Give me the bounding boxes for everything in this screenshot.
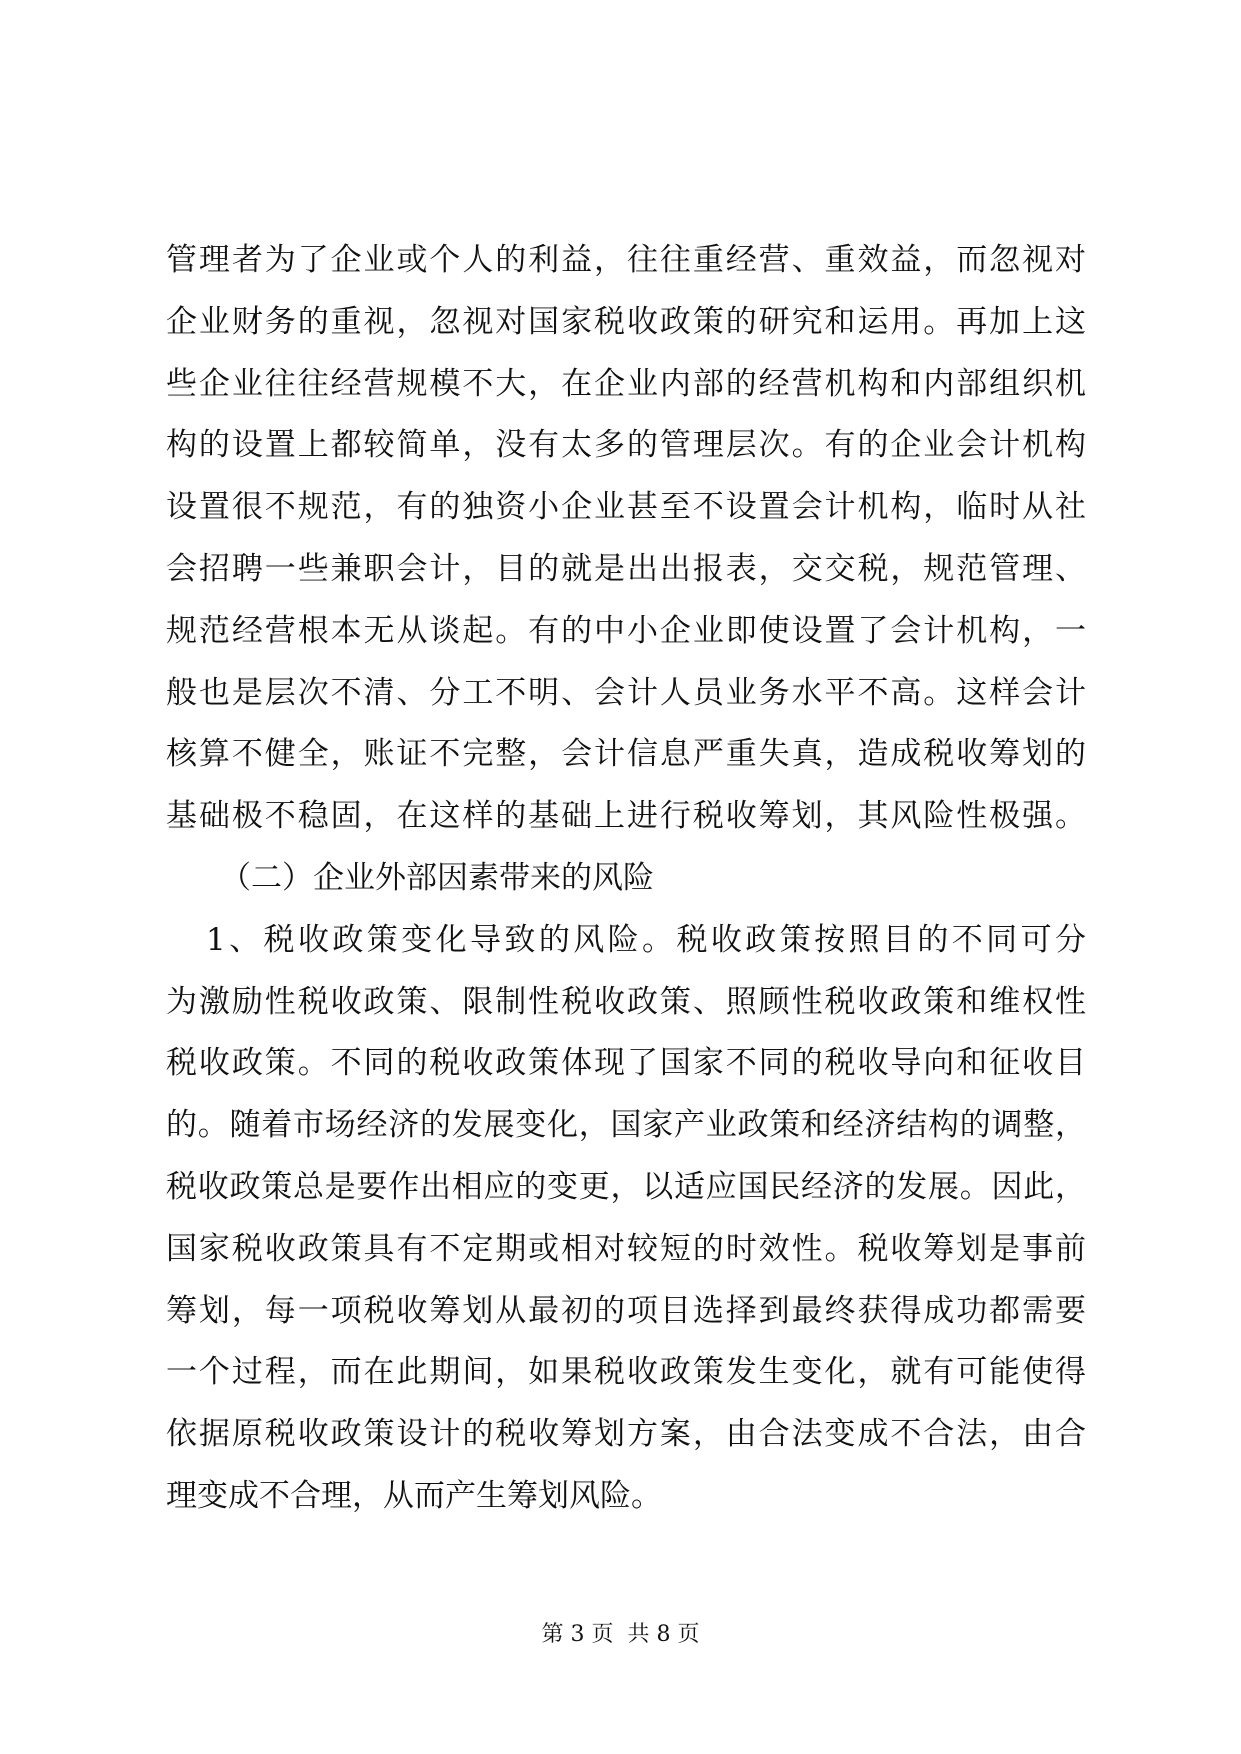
text-line: 依据原税收政策设计的税收筹划方案，由合法变成不合法，由合 [166, 1416, 1086, 1453]
text-line: 一个过程，而在此期间，如果税收政策发生变化，就有可能使得 [166, 1354, 1086, 1391]
text-line: 税收政策总是要作出相应的变更，以适应国民经济的发展。因此， [166, 1168, 1086, 1205]
text-line: 企业财务的重视，忽视对国家税收政策的研究和运用。再加上这 [166, 303, 1086, 340]
text-line: 管理者为了企业或个人的利益，往往重经营、重效益，而忽视对 [166, 242, 1086, 278]
page-body [166, 230, 1086, 1528]
page-footer: 第 3 页 共 8 页 [541, 1622, 700, 1647]
text-line: 基础极不稳固，在这样的基础上进行税收筹划，其风险性极强。 [166, 798, 1086, 835]
text-line: 1、税收政策变化导致的风险。税收政策按照目的不同可分 [206, 921, 1086, 958]
text-line: 筹划，每一项税收筹划从最初的项目选择到最终获得成功都需要 [166, 1292, 1086, 1329]
text-line: 规范经营根本无从谈起。有的中小企业即使设置了会计机构，一 [166, 612, 1086, 649]
text-line: 核算不健全，账证不完整，会计信息严重失真，造成税收筹划的 [166, 736, 1086, 773]
text-line: 设置很不规范，有的独资小企业甚至不设置会计机构，临时从社 [166, 489, 1086, 526]
text-line: 些企业往往经营规模不大，在企业内部的经营机构和内部组织机 [166, 365, 1086, 402]
text-line: 为激励性税收政策、限制性税收政策、照顾性税收政策和维权性 [166, 983, 1086, 1020]
text-line: 的。随着市场经济的发展变化，国家产业政策和经济结构的调整， [166, 1107, 1086, 1144]
text-line: 国家税收政策具有不定期或相对较短的时效性。税收筹划是事前 [166, 1230, 1086, 1267]
text-line: 般也是层次不清、分工不明、会计人员业务水平不高。这样会计 [166, 674, 1086, 711]
text-line: 理变成不合理，从而产生筹划风险。 [166, 1477, 662, 1514]
text-line: 税收政策。不同的税收政策体现了国家不同的税收导向和征收目 [166, 1045, 1086, 1082]
text-line: 构的设置上都较简单，没有太多的管理层次。有的企业会计机构 [166, 427, 1086, 464]
text-line: 会招聘一些兼职会计，目的就是出出报表，交交税，规范管理、 [166, 550, 1086, 587]
section-heading: （二）企业外部因素带来的风险 [220, 859, 654, 896]
